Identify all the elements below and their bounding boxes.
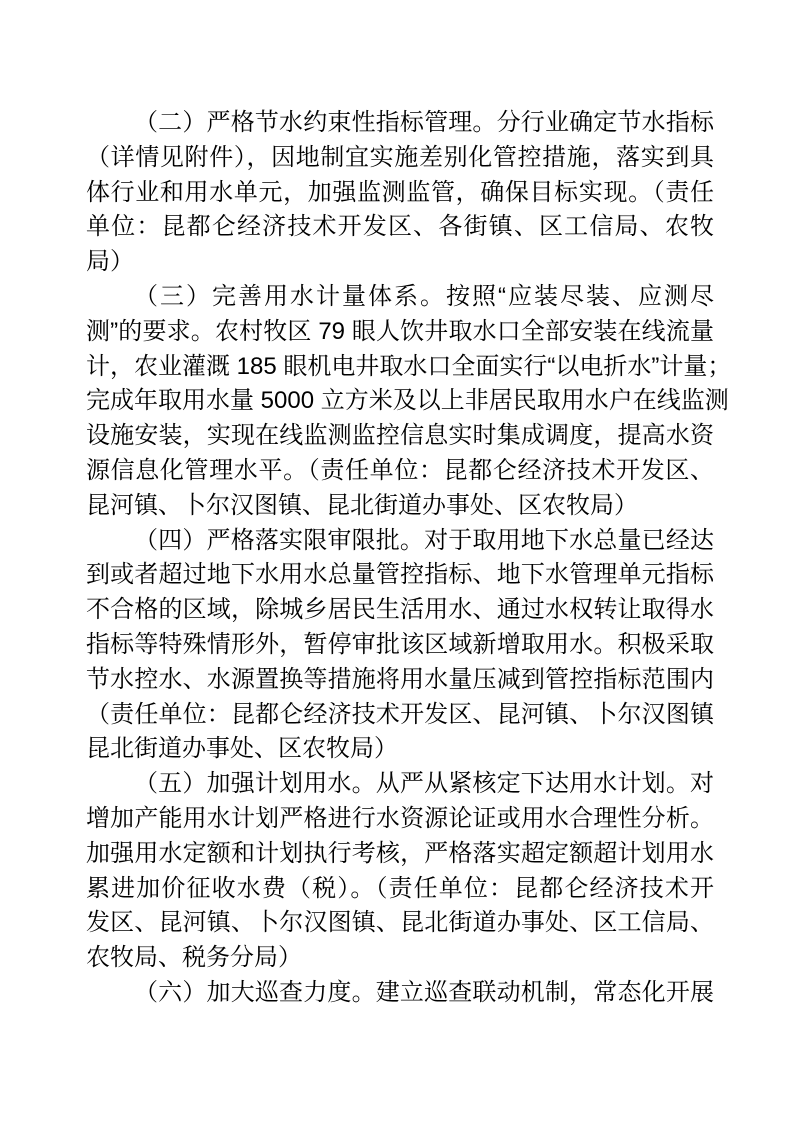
paragraph-line: （六）加大巡查力度。建立巡查联动机制，常态化开展 [134,978,714,1006]
paragraph-line: 到或者超过地下水用水总量管控指标、地下水管理单元指标 [86,561,714,589]
paragraph-line: 完成年取用水量 5000 立方米及以上非居民取用水户在线监测 [86,387,729,415]
paragraph-line: 指标等特殊情形外，暂停审批该区域新增取用水。积极采取 [86,630,714,658]
paragraph-line: 累进加价征收水费（税）。（责任单位：昆都仑经济技术开 [86,874,714,902]
paragraph-line: 发区、昆河镇、卜尔汉图镇、昆北街道办事处、区工信局、 [86,909,714,937]
paragraph-line: 不合格的区域，除城乡居民生活用水、通过水权转让取得水 [86,596,714,624]
paragraph-line: （四）严格落实限审限批。对于取用地下水总量已经达 [134,526,714,554]
paragraph-line: 增加产能用水计划严格进行水资源论证或用水合理性分析。 [86,804,714,832]
paragraph-line: 单位：昆都仑经济技术开发区、各街镇、区工信局、农牧 [86,213,714,241]
paragraph-line: （详情见附件），因地制宜实施差别化管控措施，落实到具 [86,143,714,171]
paragraph-line: （五）加强计划用水。从严从紧核定下达用水计划。对 [134,770,714,798]
paragraph-line: 昆河镇、卜尔汉图镇、昆北街道办事处、区农牧局） [86,491,638,519]
paragraph-line: 局） [86,248,134,276]
paragraph-line: 设施安装，实现在线监测监控信息实时集成调度，提高水资 [86,422,714,450]
paragraph-line: 农牧局、税务分局） [86,944,302,972]
paragraph-line: 计，农业灌溉 185 眼机电井取水口全面实行“以电折水”计量； [86,352,732,380]
paragraph-line: 源信息化管理水平。（责任单位：昆都仑经济技术开发区、 [86,456,714,484]
paragraph-line: （责任单位：昆都仑经济技术开发区、昆河镇、卜尔汉图镇 [86,700,714,728]
paragraph-line: （三）完善用水计量体系。按照“应装尽装、应测尽 [134,282,714,310]
paragraph-line: 体行业和用水单元，加强监测监管，确保目标实现。（责任 [86,178,714,206]
paragraph-line: 昆北街道办事处、区农牧局） [86,735,398,763]
paragraph-line: 节水控水、水源置换等措施将用水量压减到管控指标范围内 [86,665,714,693]
paragraph-line: （二）严格节水约束性指标管理。分行业确定节水指标 [134,109,714,136]
paragraph-line: 测”的要求。农村牧区 79 眼人饮井取水口全部安装在线流量 [86,317,714,345]
document-body [86,106,732,1011]
paragraph-line: 加强用水定额和计划执行考核，严格落实超定额超计划用水 [86,839,714,867]
